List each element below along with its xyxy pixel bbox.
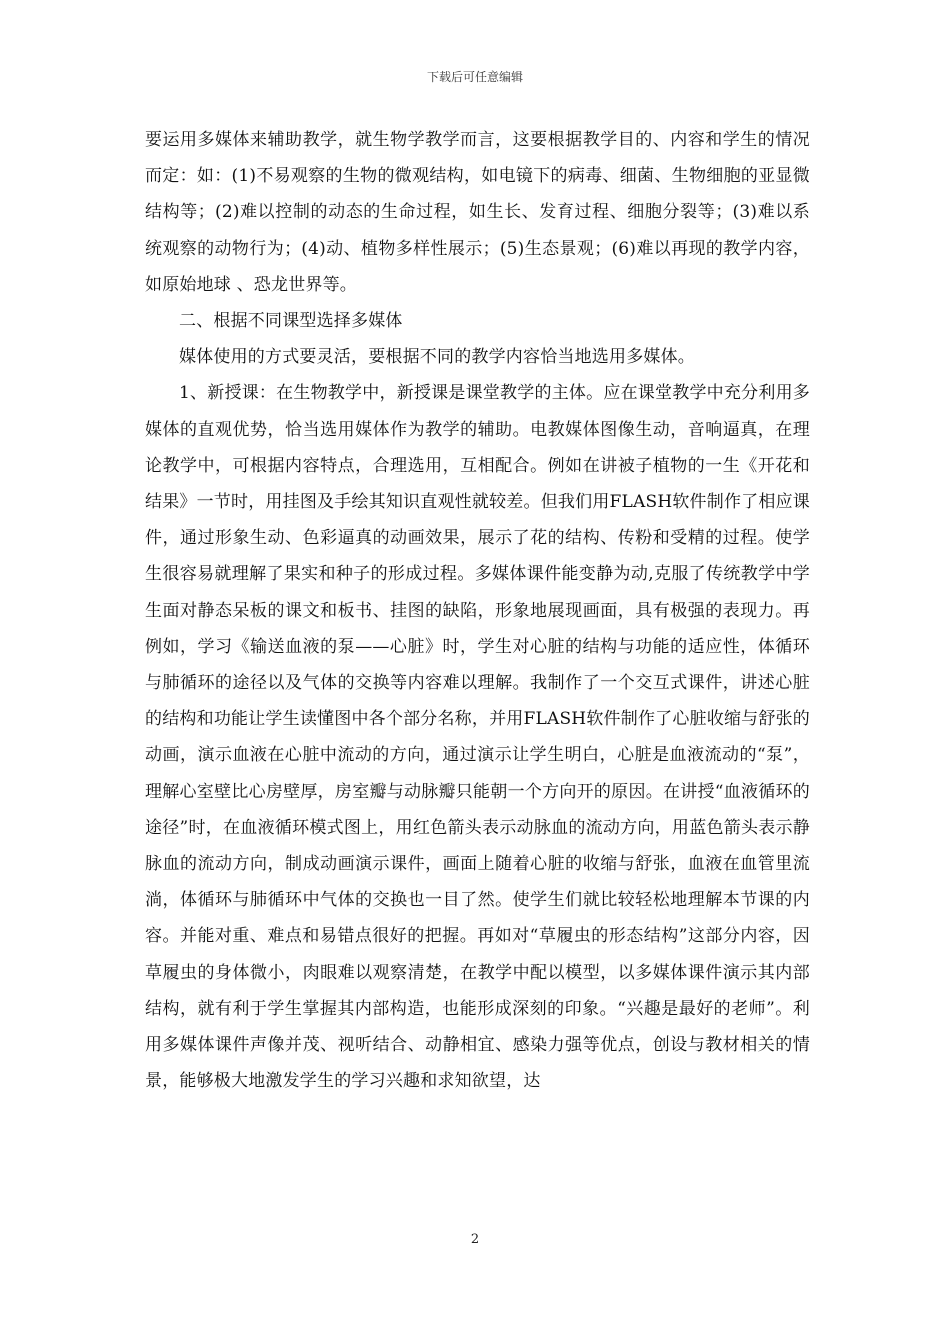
paragraph-multimedia-usage: 要运用多媒体来辅助教学，就生物学教学而言，这要根据教学目的、内容和学生的情况而定：如：(1)不易观察的生物的微观结构，如电镜下的病毒、细菌、生物细胞的亚显微结构等；(2)难以控制的动态的生命过程，如生长、发育过程、细胞分裂等；(3)难以系统观察的动物行为；(4)动、植物多样性展示；(5)生态景观；(6)难以再现的教学内容，如原始地球 、恐龙世界等。 bbox=[145, 130, 810, 295]
document-body bbox=[145, 122, 810, 1099]
paragraph-flexible-media: 媒体使用的方式要灵活，要根据不同的教学内容恰当地选用多媒体。 bbox=[179, 347, 695, 368]
paragraph-new-lesson: 1、新授课：在生物教学中，新授课是课堂教学的主体。应在课堂教学中充分利用多媒体的直观优势，恰当选用媒体作为教学的辅助。电教媒体图像生动，音响逼真，在理论教学中，可根据内容特点，合理选用，互相配合。例如在讲被子植物的一生《开花和结果》一节时，用挂图及手绘其知识直观性就较差。但我们用FLASH软件制作了相应课件，通过形象生动、色彩逼真的动画效果，展示了花的结构、传粉和受精的过程。使学生很容易就理解了果实和种子的形成过程。多媒体课件能变静为动,克服了传统教学中学生面对静态呆板的课文和板书、挂图的缺陷，形象地展现画面，具有极强的表现力。再例如，学习《输送血液的泵——心脏》时，学生对心脏的结构与功能的适应性，体循环与肺循环的途径以及气体的交换等内容难以理解。我制作了一个交互式课件，讲述心脏的结构和功能让学生读懂图中各个部分名称，并用FLASH软件制作了心脏收缩与舒张的动画，演示血液在心脏中流动的方向，通过演示让学生明白，心脏是血液流动的“泵”，理解心室壁比心房壁厚，房室瓣与动脉瓣只能朝一个方向开的原因。在讲授“血液循环的途径”时，在血液循环模式图上，用红色箭头表示动脉血的流动方向，用蓝色箭头表示静脉血的流动方向，制成动画演示课件，画面上随着心脏的收缩与舒张，血液在血管里流淌，体循环与肺循环中气体的交换也一目了然。使学生们就比较轻松地理解本节课的内容。并能对重、难点和易错点很好的把握。再如对“草履虫的形态结构”这部分内容，因草履虫的身体微小，肉眼难以观察清楚，在教学中配以模型，以多媒体课件演示其内部结构，就有利于学生掌握其内部构造，也能形成深刻的印象。“兴趣是最好的老师”。利用多媒体课件声像并茂、视听结合、动静相宜、感染力强等优点，创设与教材相关的情景，能够极大地激发学生的学习兴趣和求知欲望，达 bbox=[145, 383, 810, 1092]
section-heading-course-types: 二、根据不同课型选择多媒体 bbox=[179, 311, 403, 332]
page-number: 2 bbox=[470, 1232, 480, 1247]
page-header: 下载后可任意编辑 bbox=[426, 70, 523, 84]
